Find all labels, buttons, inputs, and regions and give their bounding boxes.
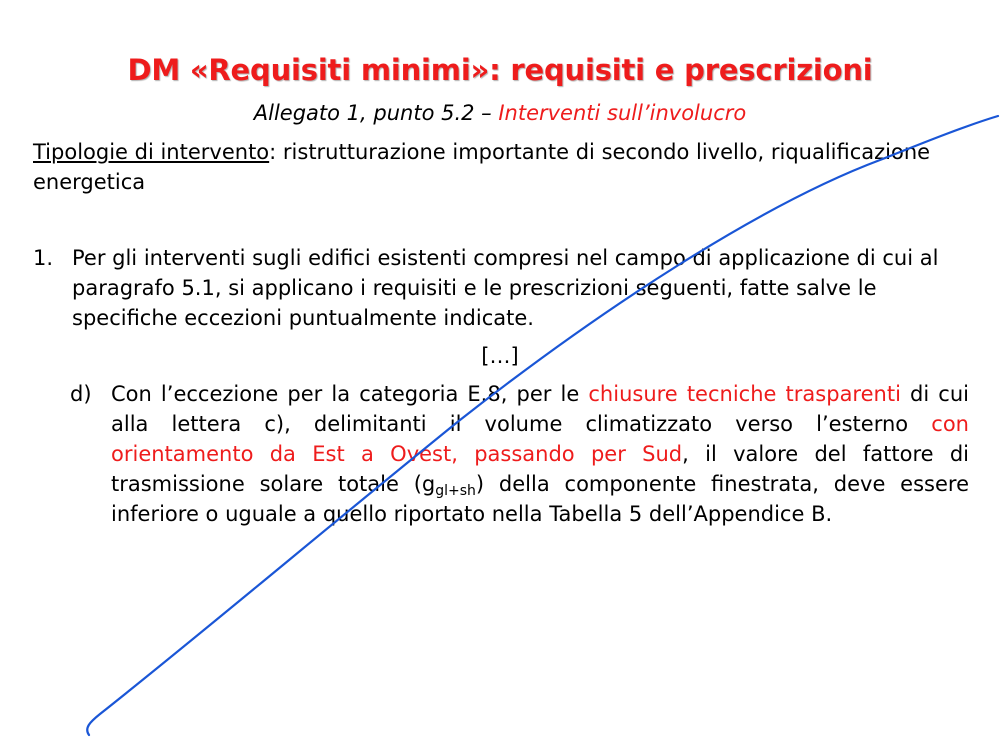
- intro-label: Tipologie di intervento: [33, 140, 270, 164]
- slide-subtitle: [0, 98, 1000, 128]
- item-d-part2: di cui alla lettera c), delimitanti il volume climatizzato verso l’esterno: [111, 382, 969, 436]
- subtitle-prefix: Allegato 1, punto 5.2 –: [253, 101, 499, 125]
- item-d-subscript: gl+sh: [435, 483, 476, 499]
- intro-text: : ristrutturazione importante di secondo livello, riqualificazione energetica: [33, 140, 931, 194]
- intro-paragraph: [33, 137, 978, 197]
- item-d-part4: ) della componente finestrata, deve essere inferiore o uguale a quello riportato nella Tabella 5 dell’Appendice B.: [111, 472, 969, 526]
- omission-marker: […]: [481, 344, 519, 368]
- list-item-d-number: d): [70, 382, 92, 406]
- list-item-1-number: 1.: [33, 246, 54, 270]
- item-d-highlight2: con orientamento da Est a Ovest, passando per Sud: [111, 412, 969, 466]
- list-item-d-text: [111, 379, 969, 529]
- slide-title: DM «Requisiti minimi»: requisiti e prescrizioni: [127, 53, 873, 87]
- item-d-part3: , il valore del fattore di trasmissione solare totale (g: [111, 442, 970, 496]
- list-item-1-text: Per gli interventi sugli edifici esistenti compresi nel campo di applicazione di cui al paragrafo 5.1, si applicano i requisiti e le prescrizioni seguenti, fatte salve le specifiche eccezioni puntualmente indicate.: [72, 246, 939, 330]
- item-d-highlight1: chiusure tecniche trasparenti: [588, 382, 901, 406]
- subtitle-highlight: Interventi sull’involucro: [498, 101, 747, 125]
- item-d-part1: Con l’eccezione per la categoria E.8, per le: [111, 382, 589, 406]
